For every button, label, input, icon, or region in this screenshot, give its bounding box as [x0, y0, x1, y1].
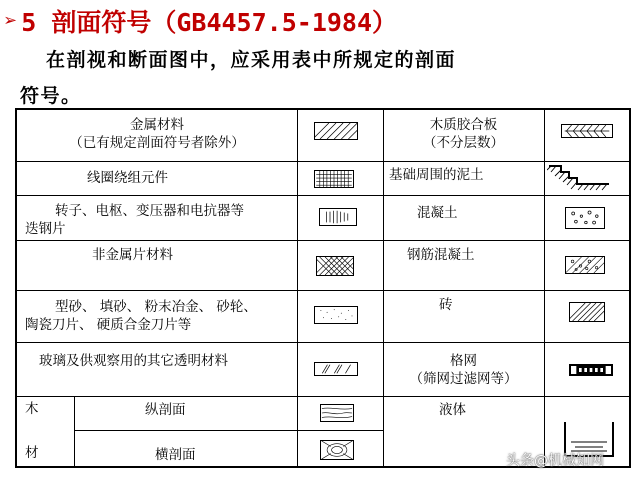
section-symbol-table [15, 108, 631, 468]
lamination-hatch-icon [319, 208, 357, 226]
crosshatch-icon [316, 256, 354, 276]
row-divider [17, 161, 629, 162]
row-divider [17, 195, 629, 196]
col-divider [383, 110, 384, 466]
wood-cross-label: 横剖面 [155, 447, 196, 463]
metal-label: 金属材料 （已有规定剖面符号者除外） [69, 117, 245, 151]
concrete-label: 混凝土 [417, 205, 458, 221]
reinforced-concrete-icon [565, 256, 605, 274]
plywood-label: 木质胶合板 （不分层数） [423, 117, 504, 151]
wood-label-bottom: 材 [25, 445, 39, 461]
intro-line-1: 在剖视和断面图中，应采用表中所规定的剖面 [46, 49, 457, 71]
row-divider [17, 290, 629, 291]
soil-hatch-icon [547, 162, 613, 194]
soil-label: 基础周围的泥土 [389, 167, 484, 183]
mesh-icon [569, 364, 613, 376]
dotted-fill-icon [314, 306, 358, 324]
liquid-label: 液体 [439, 402, 466, 418]
lamination-label: 转子、电枢、变压器和电抗器等 迭钢片 [25, 203, 244, 237]
intro-line-2: 符号。 [20, 85, 82, 107]
row-divider [17, 342, 629, 343]
sand-label: 型砂、 填砂、 粉末冶金、 砂轮、 陶瓷刀片、 硬质合金刀片等 [25, 299, 257, 333]
wood-grain-icon [320, 404, 354, 422]
page-title [4, 4, 397, 38]
col-divider [297, 110, 298, 466]
wood-divider [74, 430, 384, 431]
wood-label-top: 木 [25, 401, 39, 417]
mesh-label: 格网 （筛网过滤网等） [409, 353, 518, 387]
wood-col-divider [74, 396, 75, 466]
row-divider [17, 240, 629, 241]
col-divider [544, 110, 545, 466]
brick-hatch-icon [569, 302, 605, 322]
coil-label: 线圈绕组元件 [87, 170, 168, 186]
grid-hatch-icon [314, 170, 354, 188]
wood-end-grain-icon [320, 440, 354, 460]
diagonal-hatch-icon [314, 122, 358, 140]
nonmetal-sheet-label: 非金属片材料 [92, 247, 173, 263]
brick-label: 砖 [439, 297, 453, 313]
wood-longitudinal-label: 纵剖面 [145, 402, 186, 418]
watermark: 头条@机械知网 [506, 453, 604, 469]
glass-label: 玻璃及供观察用的其它透明材料 [39, 353, 228, 369]
title-text: 5 剖面符号（GB4457.5-1984） [21, 8, 398, 37]
glass-hatch-icon [314, 362, 358, 376]
bullet-arrow-icon: ➢ [4, 8, 18, 34]
row-divider [17, 396, 629, 397]
plywood-hatch-icon [561, 124, 613, 138]
reinforced-concrete-label: 钢筋混凝土 [407, 247, 475, 263]
concrete-dots-icon [565, 207, 605, 229]
intro-text [16, 42, 636, 114]
